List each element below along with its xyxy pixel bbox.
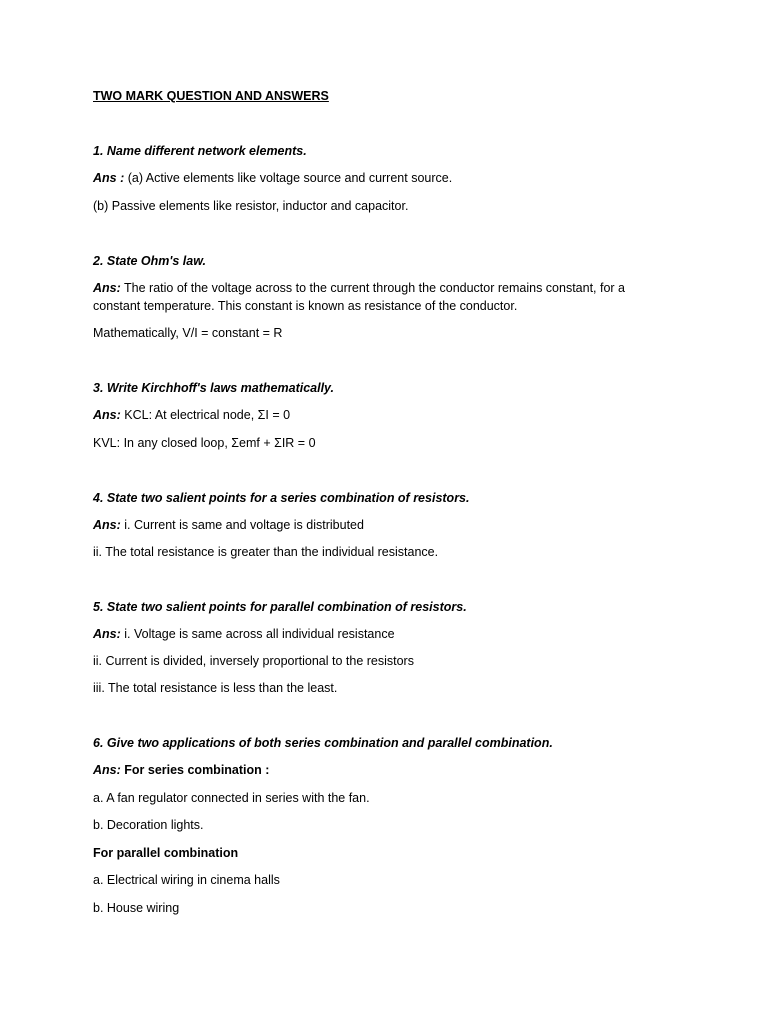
answer-2-line-1 xyxy=(93,279,663,315)
answer-text: KCL: At electrical node, ΣI = 0 xyxy=(120,408,291,422)
question-6-text: 6. Give two applications of both series combination and parallel combination. xyxy=(93,736,553,750)
answer-1-line-2: (b) Passive elements like resistor, inductor and capacitor. xyxy=(93,199,409,213)
answer-text: (a) Active elements like voltage source and current source. xyxy=(124,171,453,185)
answer-2-line-2: Mathematically, V/I = constant = R xyxy=(93,326,283,340)
answer-3-line-1 xyxy=(93,406,693,424)
answer-label: Ans: xyxy=(93,281,121,295)
question-5-text: 5. State two salient points for parallel combination of resistors. xyxy=(93,600,467,614)
answer-label: Ans : xyxy=(93,171,125,185)
answer-6-line-2: a. A fan regulator connected in series with the fan. xyxy=(93,791,370,805)
answer-6-subheading: For parallel combination xyxy=(93,846,239,860)
answer-3-line-2: KVL: In any closed loop, Σemf + ΣIR = 0 xyxy=(93,436,316,450)
question-2-text: 2. State Ohm's law. xyxy=(93,254,206,268)
answer-4-line-1 xyxy=(93,516,693,534)
document-page xyxy=(93,87,693,917)
answer-1-line-1 xyxy=(93,169,693,187)
answer-text: i. Current is same and voltage is distributed xyxy=(120,518,364,532)
question-4 xyxy=(93,489,693,561)
question-3-text: 3. Write Kirchhoff's laws mathematically. xyxy=(93,381,335,395)
answer-6-line-3: b. Decoration lights. xyxy=(93,818,204,832)
answer-text: For series combination : xyxy=(120,763,270,777)
answer-text: The ratio of the voltage across to the current through the conductor remains constant, for a constant temperature. This constant is known as resistance of the conductor. xyxy=(93,281,625,313)
answer-5-line-1 xyxy=(93,625,693,643)
question-3 xyxy=(93,379,693,452)
answer-6-line-1 xyxy=(93,761,693,779)
answer-4-line-2: ii. The total resistance is greater than the individual resistance. xyxy=(93,545,439,559)
question-2 xyxy=(93,252,693,342)
question-1-text: 1. Name different network elements. xyxy=(93,144,307,158)
answer-6-line-6: b. House wiring xyxy=(93,901,180,915)
question-6 xyxy=(93,734,693,917)
answer-5-line-2: ii. Current is divided, inversely proportional to the resistors xyxy=(93,654,414,668)
question-1 xyxy=(93,142,693,215)
answer-5-line-3: iii. The total resistance is less than the least. xyxy=(93,681,338,695)
answer-text: i. Voltage is same across all individual resistance xyxy=(120,627,395,641)
answer-label: Ans: xyxy=(93,408,121,422)
answer-label: Ans: xyxy=(93,518,121,532)
answer-label: Ans: xyxy=(93,763,121,777)
question-4-text: 4. State two salient points for a series combination of resistors. xyxy=(93,491,470,505)
answer-label: Ans: xyxy=(93,627,121,641)
question-5 xyxy=(93,598,693,697)
page-title: TWO MARK QUESTION AND ANSWERS xyxy=(93,89,329,103)
answer-6-line-5: a. Electrical wiring in cinema halls xyxy=(93,873,280,887)
